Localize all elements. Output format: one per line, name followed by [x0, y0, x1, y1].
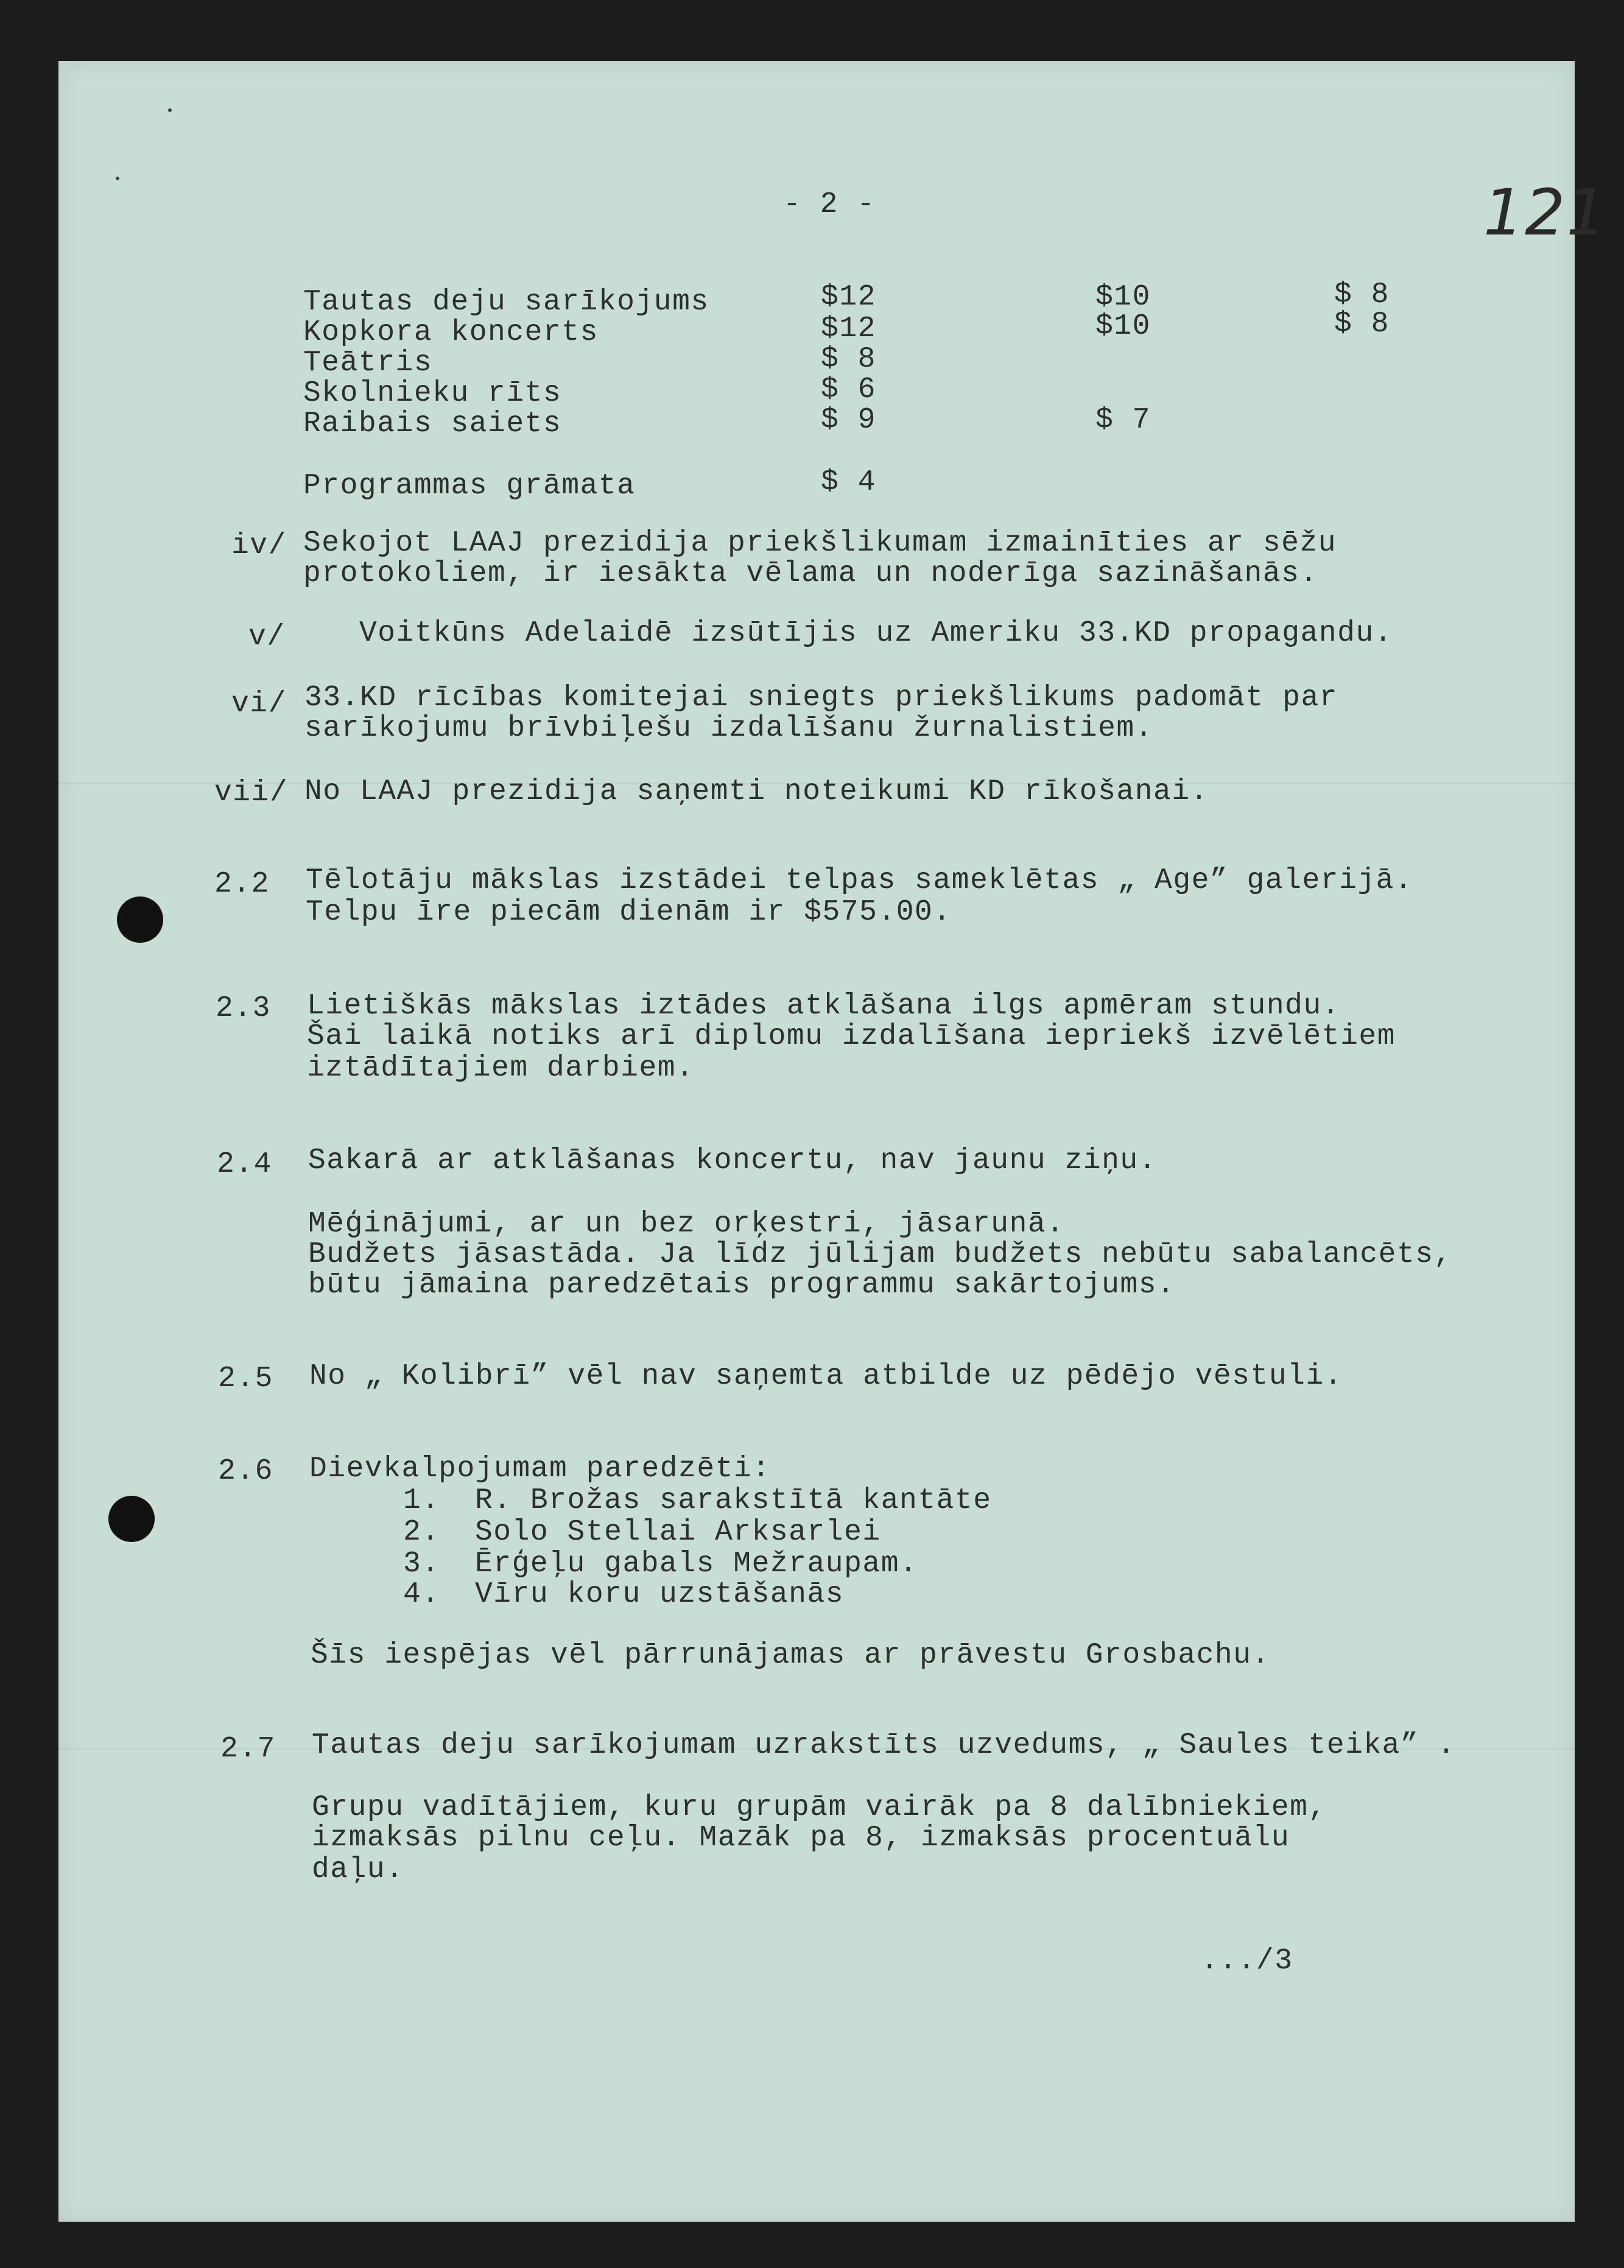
price-value: $ 8: [821, 343, 876, 376]
page-marker: - 2 -: [783, 188, 876, 221]
list-number: 4.: [403, 1578, 440, 1611]
section-number: 2.3: [216, 992, 271, 1025]
price-label: Programmas grāmata: [303, 470, 636, 502]
list-number: 1.: [403, 1484, 440, 1517]
price-value: $ 4: [821, 466, 876, 499]
section-line: izmaksās pilnu ceļu. Mazāk pa 8, izmaksās procentuālu: [312, 1822, 1290, 1854]
item-line: Voitkūns Adelaidē izsūtījis uz Ameriku 33.KD propagandu.: [359, 617, 1393, 650]
list-item: R. Brožas sarakstītā kantāte: [475, 1484, 992, 1517]
list-item: Ērģeļu gabals Mežraupam.: [475, 1548, 918, 1580]
section-line: Šai laikā notiks arī diplomu izdalīšana iepriekš izvēlētiem: [307, 1020, 1396, 1053]
section-line: Tēlotāju mākslas izstādei telpas sameklētas „ Age” galerijā.: [306, 864, 1413, 897]
punch-hole: [117, 896, 163, 943]
price-value: $ 6: [821, 373, 876, 406]
section-line: Grupu vadītājiem, kuru grupām vairāk pa 8 dalībniekiem,: [312, 1791, 1327, 1824]
price-label: Raibais saiets: [303, 407, 562, 440]
archive-number: 121: [1483, 175, 1608, 250]
continuation-marker: .../3: [1201, 1945, 1293, 1977]
section-number: 2.5: [218, 1362, 273, 1395]
list-number: 2.: [403, 1516, 440, 1549]
section-line: Dievkalpojumam paredzēti:: [309, 1453, 771, 1485]
item-number: vi/: [231, 688, 287, 720]
section-line: daļu.: [312, 1853, 404, 1886]
price-value: $ 8: [1334, 308, 1390, 340]
document-page: [58, 61, 1608, 2222]
item-line: No LAAJ prezidija saņemti noteikumi KD rīkošanai.: [304, 775, 1209, 808]
price-value: $ 8: [1334, 278, 1390, 311]
price-value: $ 9: [821, 404, 876, 437]
item-line: protokoliem, ir iesākta vēlama un noderīga sazināšanās.: [303, 557, 1318, 590]
price-value: $10: [1095, 310, 1151, 343]
section-line: Mēģinājumi, ar un bez orķestri, jāsarunā.: [308, 1208, 1065, 1241]
section-number: 2.4: [217, 1148, 272, 1181]
section-line: iztādītajiem darbiem.: [307, 1052, 695, 1085]
section-line: Šīs iespējas vēl pārrunājamas ar prāvestu Grosbachu.: [311, 1639, 1270, 1672]
section-line: būtu jāmaina paredzētais programmu sakārtojums.: [308, 1269, 1176, 1301]
price-value: $ 7: [1095, 404, 1151, 437]
section-number: 2.7: [220, 1733, 276, 1766]
price-label: Teātris: [303, 347, 433, 379]
item-number: vii/: [214, 777, 289, 809]
section-line: Tautas deju sarīkojumam uzrakstīts uzvedums, „ Saules teika” .: [312, 1729, 1456, 1762]
section-line: Sakarā ar atklāšanas koncertu, nav jaunu ziņu.: [308, 1144, 1158, 1177]
item-line: Sekojot LAAJ prezidija priekšlikumam izmainīties ar sēžu: [303, 527, 1337, 560]
price-label: Tautas deju sarīkojums: [303, 286, 709, 319]
section-number: 2.2: [214, 868, 270, 901]
list-item: Vīru koru uzstāšanās: [475, 1578, 845, 1611]
section-line: Budžets jāsastāda. Ja līdz jūlijam budžets nebūtu sabalancēts,: [308, 1238, 1452, 1271]
section-line: Telpu īre piecām dienām ir $575.00.: [306, 896, 952, 929]
item-number: iv/: [231, 529, 287, 562]
section-number: 2.6: [218, 1455, 273, 1488]
punch-hole: [108, 1496, 155, 1542]
price-label: Skolnieku rīts: [303, 377, 562, 410]
list-number: 3.: [403, 1548, 440, 1580]
item-line: 33.KD rīcības komitejai sniegts priekšlikums padomāt par: [304, 681, 1338, 714]
paper-speck: [168, 108, 172, 112]
list-item: Solo Stellai Arksarlei: [475, 1516, 881, 1549]
section-line: No „ Kolibrī” vēl nav saņemta atbilde uz pēdējo vēstuli.: [309, 1360, 1343, 1393]
price-value: $12: [821, 312, 876, 345]
price-value: $12: [821, 281, 876, 314]
item-number: v/: [248, 621, 286, 653]
price-label: Kopkora koncerts: [303, 316, 599, 349]
paper-speck: [116, 177, 119, 180]
item-line: sarīkojumu brīvbiļešu izdalīšanu žurnalistiem.: [304, 712, 1154, 745]
section-line: Lietiškās mākslas iztādes atklāšana ilgs apmēram stundu.: [307, 990, 1341, 1023]
price-value: $10: [1095, 281, 1151, 314]
